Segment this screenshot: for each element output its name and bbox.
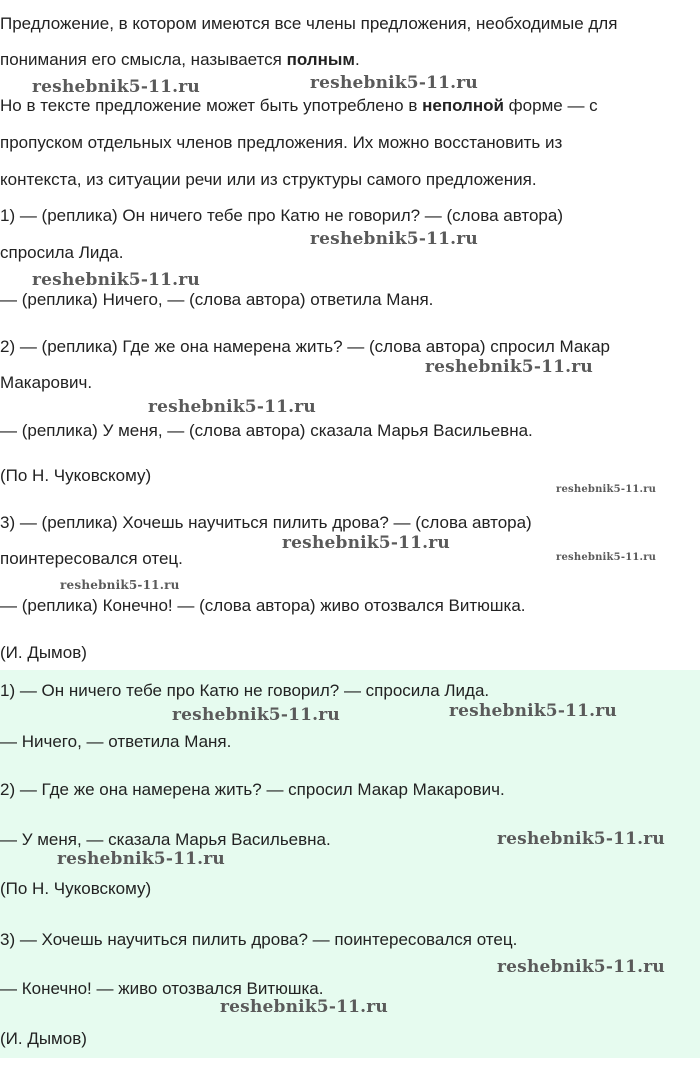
watermark: reshebnik5-11.ru: [556, 552, 657, 563]
theory-line: Предложение, в котором имеются все члены предложения, необходимые для: [0, 14, 618, 33]
watermark: reshebnik5-11.ru: [57, 849, 225, 869]
task-line: 3) — (реплика) Хочешь научиться пилить дрова? — (слова автора): [0, 513, 532, 532]
answer-line: — Конечно! — живо отозвался Витюшка.: [0, 979, 324, 998]
answer-line: 2) — Где же она намерена жить? — спросил Макар Макарович.: [0, 780, 505, 799]
watermark: reshebnik5-11.ru: [310, 229, 478, 249]
watermark: reshebnik5-11.ru: [148, 397, 316, 417]
answer-line: 1) — Он ничего тебе про Катю не говорил? — спросила Лида.: [0, 681, 490, 700]
watermark: reshebnik5-11.ru: [497, 957, 665, 977]
task-line: — (реплика) У меня, — (слова автора) сказала Марья Васильевна.: [0, 421, 533, 440]
theory-line: контекста, из ситуации речи или из структуры самого предложения.: [0, 170, 537, 189]
task-line: спросила Лида.: [0, 243, 124, 262]
source-citation: (По Н. Чуковскому): [0, 466, 152, 485]
task-line: — (реплика) Конечно! — (слова автора) живо отозвался Витюшка.: [0, 596, 526, 615]
source-citation: (И. Дымов): [0, 1029, 87, 1048]
watermark: reshebnik5-11.ru: [556, 484, 657, 495]
task-line: 1) — (реплика) Он ничего тебе про Катю не говорил? — (слова автора): [0, 206, 563, 225]
theory-text: .: [354, 50, 360, 69]
watermark: reshebnik5-11.ru: [60, 578, 180, 592]
answer-line: 3) — Хочешь научиться пилить дрова? — поинтересовался отец.: [0, 930, 518, 949]
task-line: поинтересовался отец.: [0, 549, 183, 568]
source-citation: (И. Дымов): [0, 643, 87, 662]
answer-line: — У меня, — сказала Марья Васильевна.: [0, 830, 331, 849]
watermark: reshebnik5-11.ru: [220, 997, 388, 1017]
watermark: reshebnik5-11.ru: [425, 357, 593, 377]
theory-line: [0, 96, 598, 116]
task-line: Макарович.: [0, 373, 93, 392]
theory-text: Но в тексте предложение может быть употреблено в: [0, 96, 423, 115]
watermark: reshebnik5-11.ru: [497, 829, 665, 849]
theory-text: понимания его смысла, называется: [0, 50, 287, 69]
source-citation: (По Н. Чуковскому): [0, 879, 152, 898]
term-incomplete: неполной: [422, 96, 504, 115]
theory-line: пропуском отдельных членов предложения. Их можно восстановить из: [0, 133, 563, 152]
watermark: reshebnik5-11.ru: [282, 533, 450, 553]
watermark: reshebnik5-11.ru: [172, 705, 340, 725]
theory-line: [0, 50, 360, 70]
task-line: — (реплика) Ничего, — (слова автора) ответила Маня.: [0, 290, 434, 309]
watermark: reshebnik5-11.ru: [32, 77, 200, 97]
watermark: reshebnik5-11.ru: [32, 270, 200, 290]
answer-line: — Ничего, — ответила Маня.: [0, 732, 232, 751]
theory-text: форме — с: [503, 96, 598, 115]
task-line: 2) — (реплика) Где же она намерена жить? — (слова автора) спросил Макар: [0, 337, 610, 356]
term-full: полным: [286, 50, 355, 69]
watermark: reshebnik5-11.ru: [310, 73, 478, 93]
watermark: reshebnik5-11.ru: [449, 701, 617, 721]
